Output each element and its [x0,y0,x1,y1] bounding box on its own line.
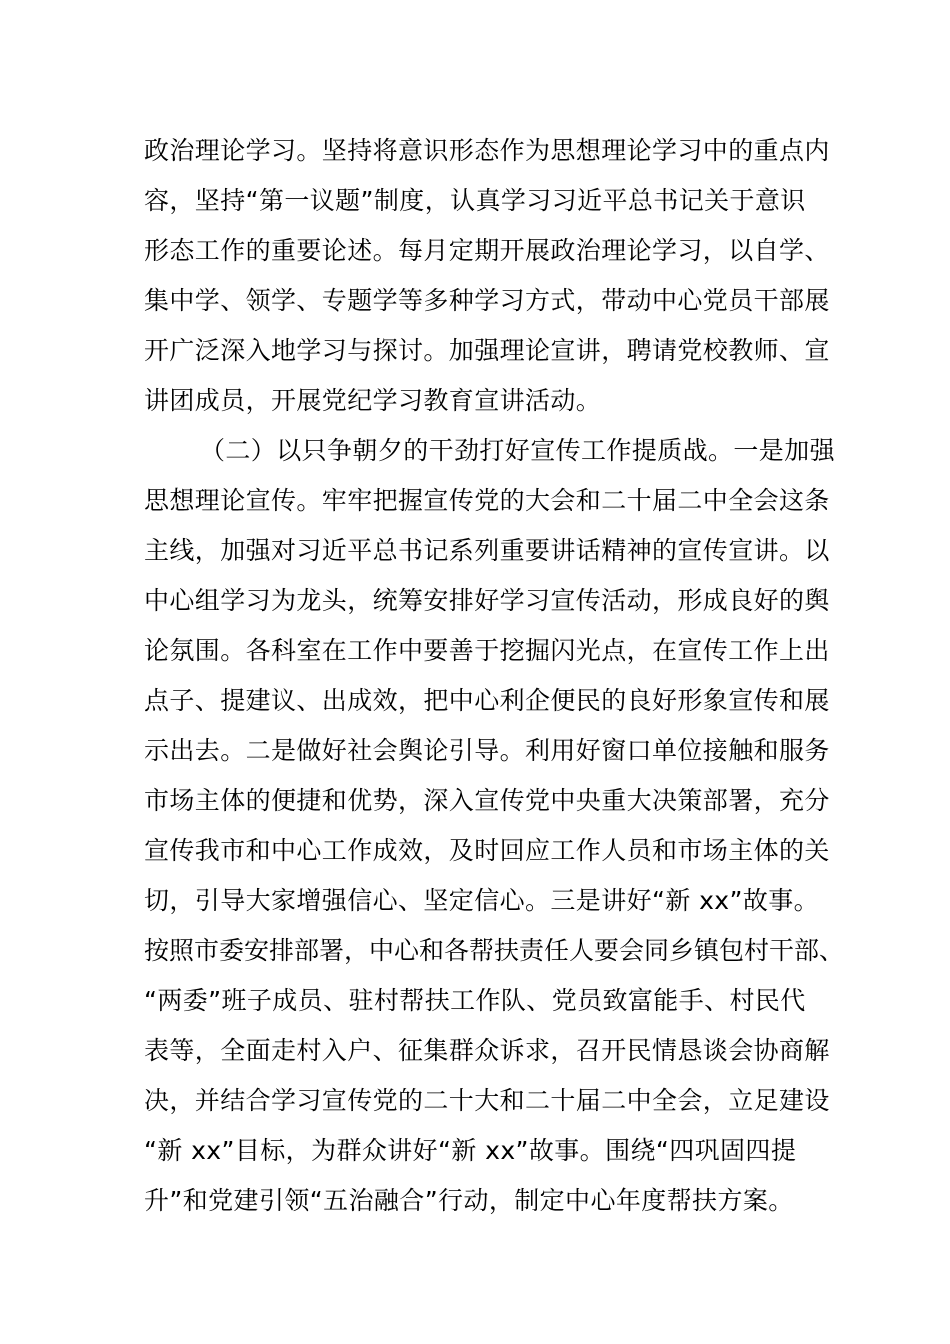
section-heading-line: （二）以只争朝夕的干劲打好宣传工作提质战。一是加强 [200,436,836,465]
text-line: “新 xx”目标，为群众讲好“新 xx”故事。围绕“四巩固四提 [144,1136,797,1165]
text-line: “两委”班子成员、驻村帮扶工作队、党员致富能手、村民代 [144,986,806,1015]
text-line: 论氛围。各科室在工作中要善于挖掘闪光点，在宣传工作上出 [144,636,830,665]
text-line: 市场主体的便捷和优势，深入宣传党中央重大决策部署，充分 [144,786,830,815]
text-line: 中心组学习为龙头，统筹安排好学习宣传活动，形成良好的舆 [144,586,830,615]
text-line: 升”和党建引领“五治融合”行动，制定中心年度帮扶方案。 [144,1186,794,1215]
text-line: 宣传我市和中心工作成效，及时回应工作人员和市场主体的关 [144,836,830,865]
text-line: 开广泛深入地学习与探讨。加强理论宣讲，聘请党校教师、宣 [144,336,830,365]
text-line: 讲团成员，开展党纪学习教育宣讲活动。 [144,386,602,415]
text-line: 政治理论学习。坚持将意识形态作为思想理论学习中的重点内 [144,136,830,165]
text-line: 决，并结合学习宣传党的二十大和二十届二中全会，立足建设 [144,1086,830,1115]
text-line: 示出去。二是做好社会舆论引导。利用好窗口单位接触和服务 [144,736,830,765]
text-line: 切，引导大家增强信心、坚定信心。三是讲好“新 xx”故事。 [144,886,820,915]
text-line: 点子、提建议、出成效，把中心利企便民的良好形象宣传和展 [144,686,830,715]
text-line: 主线，加强对习近平总书记系列重要讲话精神的宣传宣讲。以 [144,536,830,565]
text-line: 按照市委安排部署，中心和各帮扶责任人要会同乡镇包村干部、 [144,936,845,965]
text-line: 思想理论宣传。牢牢把握宣传党的大会和二十届二中全会这条 [144,486,830,515]
text-line: 容，坚持“第一议题”制度，认真学习习近平总书记关于意识 [144,186,806,215]
text-line: 集中学、领学、专题学等多种学习方式，带动中心党员干部展 [144,286,830,315]
text-line: 表等，全面走村入户、征集群众诉求，召开民情恳谈会协商解 [144,1036,830,1065]
text-line: 形态工作的重要论述。每月定期开展政治理论学习，以自学、 [144,236,830,265]
